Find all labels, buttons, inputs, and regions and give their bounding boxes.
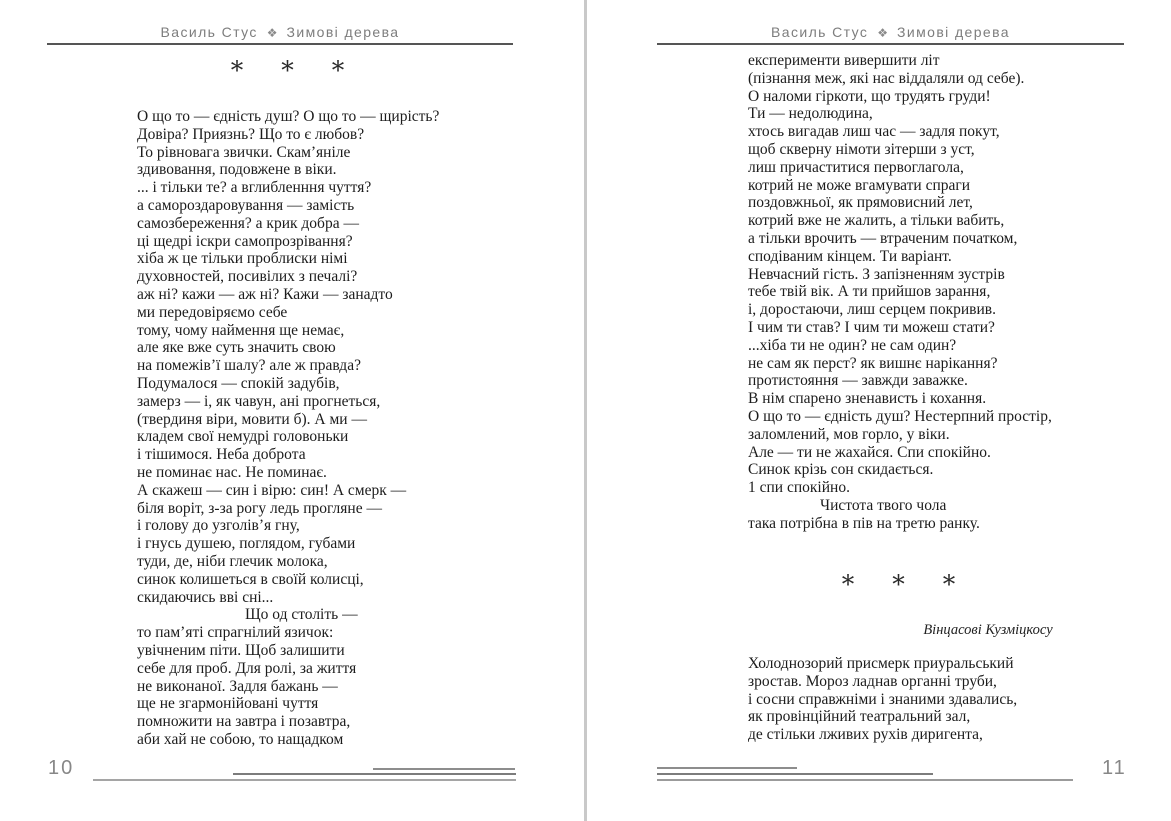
poem-line: здивовання, подовжене в віки.: [137, 161, 337, 179]
poem-line: Невчасний гість. З запізненням зустрів: [748, 265, 1005, 283]
poem-line: а самороздаровування — замість: [137, 196, 355, 214]
poem-line: Але — ти не жахайся. Спи спокійно.: [748, 443, 991, 461]
poem-line: лиш причаститися первоглагола,: [748, 158, 964, 176]
poem-line: заломлений, мов горло, у віки.: [748, 425, 950, 443]
poem-line: скидаючись вві сні...: [137, 588, 274, 606]
poem-line: духовностей, посивілих з печалі?: [137, 268, 358, 286]
footer-rule: [233, 773, 516, 775]
poem-line: тому, чому наймення ще немає,: [137, 321, 345, 339]
poem-line: не поминає нас. Не поминає.: [137, 463, 327, 481]
poem-line: не виконаної. Задля бажань —: [137, 677, 338, 695]
poem-line: кладем свої немудрі головоньки: [137, 428, 349, 446]
poem-line: помножити на завтра і позавтра,: [137, 713, 351, 731]
poem-line: ми передовіряємо себе: [137, 303, 288, 321]
section-stars-left: * * *: [230, 56, 360, 85]
running-header-left: [47, 24, 513, 40]
footer-rule: [373, 768, 515, 770]
poem-line: самозбереження? а крик добра —: [137, 214, 359, 232]
poem-line: 1 спи спокійно.: [748, 479, 850, 497]
poem-line: то пам’яті спрагнілий язичок:: [137, 624, 334, 642]
poem-line: О що то — єдність душ? О що то — щирість?: [137, 108, 440, 125]
section-stars-right: * * *: [841, 570, 971, 599]
poem-line: ... і тільки те? а вглибленння чуття?: [137, 179, 372, 197]
poem-line: де стільки лживих рухів диригента,: [748, 726, 983, 744]
poem-line: Ти — недолюдина,: [748, 105, 873, 123]
poem-right-continuation: [748, 52, 1052, 533]
poem-line: і, доростаючи, лиш серцем покривив.: [748, 301, 996, 319]
poem-line: котрий не може вгамувати спраги: [748, 176, 971, 194]
poem-line: синок колишеться в своїй колисці,: [137, 570, 364, 588]
poem-line: аби хай не собою, то нащадком: [137, 730, 344, 748]
poem-line: Чистота твого чола: [820, 496, 947, 514]
poem-line: аж ні? кажи — аж ні? Кажи — занадто: [137, 285, 393, 303]
poem-dedication: Вінцасові Кузміцкосу: [923, 622, 1053, 638]
poem-line: ці щедрі іскри самопрозрівання?: [137, 232, 353, 250]
poem-line: себе для проб. Для ролі, за життя: [137, 659, 357, 677]
poem-line: протистояння — завжди заважке.: [748, 372, 968, 390]
poem-line: увічненим піти. Щоб залишити: [137, 641, 345, 659]
poem-right-second: [748, 655, 1017, 744]
poem-line: І чим ти став? І чим ти можеш стати?: [748, 318, 995, 336]
poem-line: замерз — і, як чавун, ані прогнеться,: [137, 392, 381, 410]
page-number-left: 10: [48, 757, 75, 779]
poem-line: щоб скверну німоти зітерши з уст,: [748, 140, 975, 158]
poem-line: О наломи гіркоти, що трудять груди!: [748, 87, 991, 105]
poem-line: не сам як перст? як вишнє нарікання?: [748, 354, 998, 372]
poem-line: (твердиня віри, мовити б). А ми —: [137, 410, 367, 428]
poem-line: і гнусь душею, поглядом, губами: [137, 535, 356, 553]
poem-line: експерименти вивершити літ: [748, 52, 940, 69]
poem-line: А скажеш — син і вірю: син! А смерк —: [137, 481, 407, 499]
poem-line: хіба ж це тільки проблиски німі: [137, 250, 348, 268]
poem-left: [137, 108, 439, 749]
poem-line: хтось вигадав лиш час — задля покут,: [748, 123, 1000, 141]
poem-line: і сосни справжніми і знаними здавались,: [748, 690, 1018, 708]
poem-line: туди, де, ніби глечик молока,: [137, 552, 328, 570]
florette-icon: ❖: [266, 26, 278, 40]
poem-line: зростав. Мороз ладнав органні труби,: [748, 672, 997, 690]
poem-line: така потрібна в пів на третю ранку.: [748, 514, 980, 532]
poem-line: (пізнання меж, які нас віддаляли од себе).: [748, 69, 1025, 87]
footer-rule: [93, 779, 516, 781]
author-name: Василь Стус: [160, 24, 258, 40]
running-header-right: [657, 24, 1124, 40]
poem-line: тебе твій вік. А ти прийшов зарання,: [748, 283, 991, 301]
poem-line: як провінційний театральний зал,: [748, 708, 971, 726]
poem-line: То рівновага звички. Скам’яніле: [137, 143, 351, 161]
page-gutter-divider: [584, 0, 587, 821]
poem-line: Що од століть —: [245, 606, 358, 624]
poem-line: а тільки врочить — втраченим початком,: [748, 229, 1018, 247]
poem-line: Синок крізь сон скидається.: [748, 461, 934, 479]
poem-line: сподіваним кінцем. Ти варіант.: [748, 247, 952, 265]
header-rule-left: [47, 43, 513, 45]
footer-rule: [657, 779, 1073, 781]
poem-line: В нім спарено зненависть і кохання.: [748, 390, 987, 408]
header-rule-right: [657, 43, 1124, 45]
poem-line: Довіра? Приязнь? Що то є любов?: [137, 125, 365, 143]
poem-line: поздовжньої, як прямовисний лет,: [748, 194, 973, 212]
poem-line: котрий вже не жалить, а тільки вабить,: [748, 212, 1005, 230]
poem-line: Подумалося — спокій задубів,: [137, 374, 340, 392]
poem-line: ...хіба ти не один? не сам один?: [748, 336, 957, 354]
author-name: Василь Стус: [771, 24, 869, 40]
poem-line: О що то — єдність душ? Нестерпний простір,: [748, 407, 1052, 425]
book-title: Зимові дерева: [286, 24, 400, 40]
poem-line: і тішимося. Неба доброта: [137, 446, 306, 464]
poem-line: ще не згармонійовані чуття: [137, 695, 319, 713]
florette-icon: ❖: [877, 26, 889, 40]
page-number-right: 11: [1102, 757, 1127, 779]
poem-line: біля воріт, з-за рогу ледь прогляне —: [137, 499, 382, 517]
poem-line: на помежів’ї шалу? але ж правда?: [137, 357, 361, 375]
poem-line: але яке вже суть значить свою: [137, 339, 336, 357]
poem-line: і голову до узголів’я гну,: [137, 517, 300, 535]
footer-rule: [657, 773, 933, 775]
footer-rule: [657, 767, 797, 769]
book-title: Зимові дерева: [897, 24, 1010, 40]
poem-line: Холоднозорий присмерк приуральський: [748, 655, 1014, 672]
